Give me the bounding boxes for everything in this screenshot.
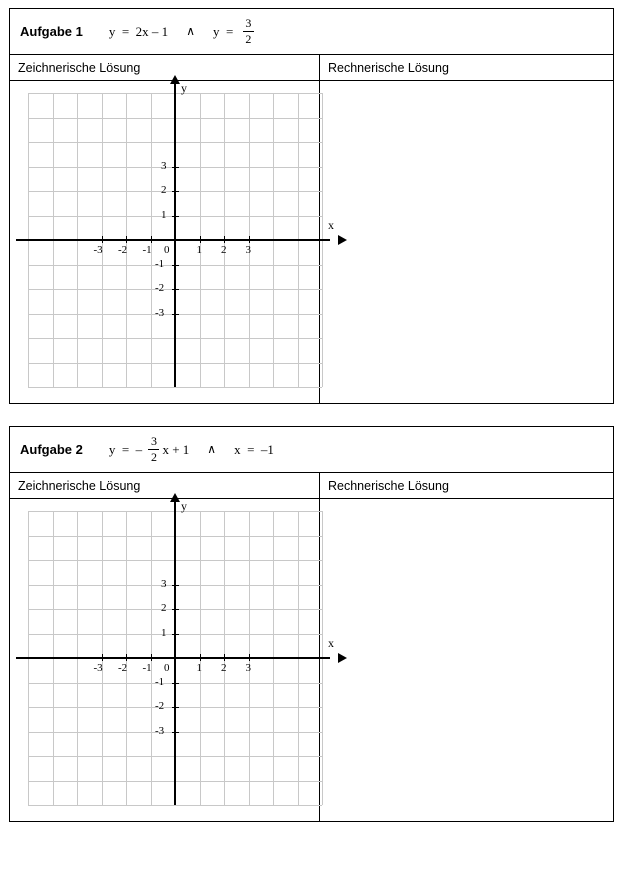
x-axis-tick <box>249 236 250 243</box>
y-axis-tick-label: -1 <box>155 675 165 688</box>
y-axis-tick <box>172 265 179 266</box>
fraction-numerator: 3 <box>245 16 252 31</box>
x-axis-label-2: x <box>328 636 334 650</box>
calculated-solution-area-1[interactable] <box>320 81 613 403</box>
graphic-solution-area-2[interactable] <box>10 499 334 821</box>
calculated-solution-column-1 <box>320 55 613 403</box>
x-axis-2 <box>16 657 330 659</box>
fraction-denominator: 2 <box>150 450 157 464</box>
x-axis-tick-label: -3 <box>93 662 103 674</box>
x-axis-tick <box>102 654 103 661</box>
fraction-denominator: 2 <box>245 32 252 46</box>
graphic-solution-column-2 <box>10 473 334 821</box>
y-axis-tick <box>172 707 179 708</box>
x-axis-tick <box>224 654 225 661</box>
coordinate-system-1 <box>20 81 334 397</box>
y-axis-label-2: y <box>181 499 187 513</box>
x-axis-label-1: x <box>328 218 334 232</box>
y-axis-tick-label: 1 <box>161 208 167 221</box>
equation-2-left-prefix: y = – <box>108 441 146 457</box>
y-axis-tick-label: -2 <box>155 282 165 294</box>
y-axis-tick <box>172 216 179 217</box>
equation-1-left: y = 2x – 1 <box>108 23 169 39</box>
y-axis-tick <box>172 314 179 315</box>
x-axis-tick <box>126 236 127 243</box>
task-title-2: Aufgabe 2 <box>20 442 83 457</box>
x-axis-arrow-1 <box>338 235 347 245</box>
gridline-horizontal <box>28 805 322 806</box>
equation-1-right-lhs: y = <box>212 23 240 39</box>
task-header-1 <box>10 9 613 55</box>
task-columns-2 <box>10 473 613 821</box>
x-axis-tick-label: -2 <box>118 244 128 256</box>
calculated-solution-area-2[interactable] <box>320 499 613 821</box>
x-axis-tick <box>224 236 225 243</box>
equation-2-conjunction: ∧ <box>207 442 217 456</box>
task-equation-2 <box>109 435 274 463</box>
y-axis-tick <box>172 585 179 586</box>
equation-2-right: x = –1 <box>234 441 274 457</box>
y-axis-1 <box>174 83 176 387</box>
y-axis-tick <box>172 609 179 610</box>
x-axis-tick-label: 2 <box>221 244 227 256</box>
calculated-solution-header-1: Rechnerische Lösung <box>320 55 613 81</box>
graphic-solution-column-1 <box>10 55 334 403</box>
equation-1-conjunction: ∧ <box>186 24 195 38</box>
y-axis-tick-label: 1 <box>161 626 167 639</box>
x-axis-tick <box>126 654 127 661</box>
calculated-solution-header-2: Rechnerische Lösung <box>320 473 613 499</box>
x-axis-tick-label: -3 <box>93 244 103 256</box>
y-axis-tick <box>172 732 179 733</box>
y-axis-tick-label: -3 <box>155 724 165 737</box>
y-axis-tick <box>172 634 179 635</box>
x-axis-tick-label: -1 <box>142 662 152 674</box>
task-title-1: Aufgabe 1 <box>20 24 83 39</box>
equation-1-fraction <box>243 17 254 45</box>
equation-2-left-suffix: x + 1 <box>162 441 190 457</box>
coordinate-system-2 <box>20 499 334 815</box>
x-axis-tick-label: 3 <box>245 244 251 256</box>
gridline-horizontal <box>28 387 322 388</box>
y-axis-tick-label: -3 <box>155 306 165 319</box>
x-axis-tick-label: 1 <box>196 244 202 256</box>
task-columns-1 <box>10 55 613 403</box>
equation-2-fraction <box>148 435 159 463</box>
graphic-solution-header-2: Zeichnerische Lösung <box>10 473 319 499</box>
y-axis-tick-label: 2 <box>161 602 167 614</box>
x-axis-1 <box>16 239 330 241</box>
origin-label: 0 <box>164 662 170 674</box>
x-axis-tick-label: -2 <box>118 662 128 674</box>
x-axis-tick <box>151 236 152 243</box>
y-axis-tick <box>172 683 179 684</box>
graphic-solution-header-1: Zeichnerische Lösung <box>10 55 319 81</box>
y-axis-tick-label: 3 <box>161 577 167 590</box>
y-axis-tick-label: 2 <box>161 184 167 196</box>
x-axis-tick-label: 3 <box>245 662 251 674</box>
task-box-2 <box>9 426 614 822</box>
x-axis-tick <box>102 236 103 243</box>
x-axis-tick <box>151 654 152 661</box>
y-axis-arrow-2 <box>170 493 180 502</box>
x-axis-tick-label: 2 <box>221 662 227 674</box>
x-axis-tick <box>249 654 250 661</box>
y-axis-tick-label: -1 <box>155 257 165 270</box>
x-axis-tick-label: 1 <box>196 662 202 674</box>
y-axis-label-1: y <box>181 81 187 95</box>
y-axis-tick-label: 3 <box>161 159 167 172</box>
x-axis-arrow-2 <box>338 653 347 663</box>
x-axis-tick-label: -1 <box>142 244 152 256</box>
fraction-numerator: 3 <box>150 434 157 449</box>
graphic-solution-area-1[interactable] <box>10 81 334 403</box>
y-axis-tick <box>172 289 179 290</box>
x-axis-tick <box>200 236 201 243</box>
task-equation-1 <box>109 17 257 45</box>
y-axis-2 <box>174 501 176 805</box>
task-header-2 <box>10 427 613 473</box>
task-box-1 <box>9 8 614 404</box>
origin-label: 0 <box>164 244 170 256</box>
y-axis-tick <box>172 191 179 192</box>
y-axis-tick <box>172 167 179 168</box>
calculated-solution-column-2 <box>320 473 613 821</box>
y-axis-tick-label: -2 <box>155 700 165 712</box>
x-axis-tick <box>200 654 201 661</box>
y-axis-arrow-1 <box>170 75 180 84</box>
